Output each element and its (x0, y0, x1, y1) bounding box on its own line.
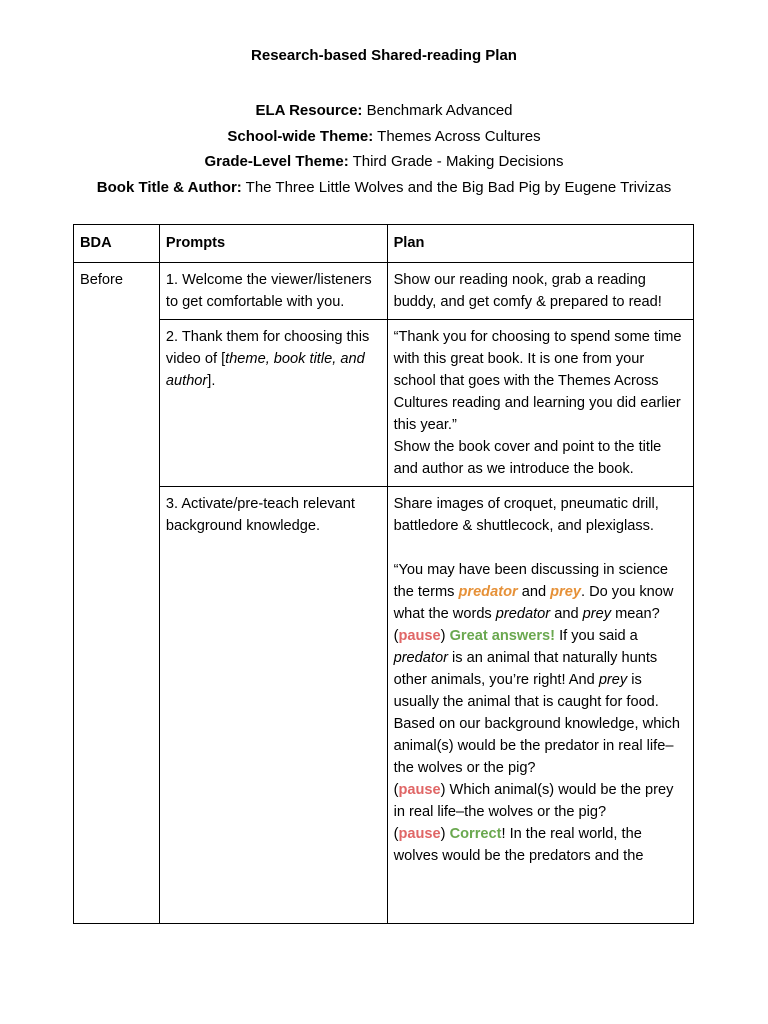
school-theme-line (0, 124, 768, 150)
header-prompts: Prompts (159, 225, 387, 263)
script-text: ) (440, 628, 450, 644)
prey-italic: prey (598, 672, 628, 688)
pause-cue: pause (398, 628, 441, 644)
school-theme-label: School-wide Theme: (227, 127, 374, 145)
plan-metadata (0, 98, 768, 200)
ela-resource-line (0, 98, 768, 124)
bda-before-cell: Before (74, 263, 160, 924)
table-row (74, 487, 694, 924)
script-text: ) (440, 826, 450, 842)
prompt-italic-text: theme, book title, and author (165, 351, 365, 389)
ela-resource-value: Benchmark Advanced (362, 102, 513, 119)
plan-cell: Show our reading nook, grab a reading buddy, and get comfy & prepared to read! (387, 263, 693, 320)
script-text: “You may have been discussing in science the terms (393, 562, 669, 600)
pause-cue: pause (398, 826, 441, 842)
document-title: Research-based Shared-reading Plan (251, 47, 517, 64)
script-text: ! In the real world, the wolves would be the predators and the (393, 826, 644, 864)
shared-reading-plan-table (73, 224, 694, 924)
script-text: If you said a (555, 628, 638, 644)
prompt-cell: 3. Activate/pre-teach relevant background knowledge. (159, 487, 387, 924)
predator-italic: predator (393, 650, 448, 666)
plan-quote: “Thank you for choosing to spend some time with this great book. It is one from your school that goes with the Themes Across Cultures reading and learning you did earlier this year.” (393, 329, 682, 433)
prompt-text: ]. (207, 373, 216, 389)
grade-theme-value: Third Grade - Making Decisions (348, 153, 564, 170)
predator-term: predator (458, 584, 518, 600)
school-theme-value: Themes Across Cultures (373, 127, 541, 145)
header-bda: BDA (74, 225, 160, 263)
prompt-cell (159, 320, 387, 487)
plan-intro: Share images of croquet, pneumatic drill, battledore & shuttlecock, and plexiglass. (393, 496, 659, 534)
ela-resource-label: ELA Resource: (255, 102, 363, 119)
book-title-line (0, 175, 768, 201)
grade-theme-label: Grade-Level Theme: (204, 153, 349, 170)
script-text: ( (393, 782, 399, 798)
table-row (74, 320, 694, 487)
script-text: is an animal that naturally hunts other animals, you’re right! And (393, 650, 658, 688)
praise-cue: Great answers! (449, 628, 556, 644)
paragraph-gap (394, 537, 687, 559)
plan-instruction: Show the book cover and point to the title and author as we introduce the book. (393, 439, 662, 477)
script-text: and (550, 606, 583, 622)
prey-italic: prey (582, 606, 612, 622)
predator-italic: predator (495, 606, 551, 622)
book-title-label: Book Title & Author: (96, 178, 242, 196)
script-text: mean? ( (393, 606, 660, 644)
grade-theme-line (0, 149, 768, 175)
prompt-cell: 1. Welcome the viewer/listeners to get comfortable with you. (159, 263, 387, 320)
plan-cell (387, 320, 693, 487)
correct-cue: Correct (449, 826, 502, 842)
plan-cell (387, 487, 693, 924)
prey-term: prey (550, 584, 581, 600)
prompt-text: 2. Thank them for choosing this video of [ (165, 329, 370, 367)
plan-script (394, 559, 687, 867)
script-text: . Do you know what the words (393, 584, 674, 622)
book-title-value: The Three Little Wolves and the Big Bad Pig by Eugene Trivizas (241, 178, 672, 196)
script-text: ( (393, 826, 399, 842)
header-plan: Plan (387, 225, 693, 263)
script-text: and (517, 584, 551, 600)
pause-cue: pause (398, 782, 441, 798)
table-row (74, 263, 694, 320)
table-header-row (74, 225, 694, 263)
script-text: is usually the animal that is caught for food. Based on our background knowledge, which animal(s) would be the predator in real life–the wolves or the pig? (393, 672, 680, 776)
script-text: ) Which animal(s) would be the prey in real life–the wolves or the pig? (393, 782, 674, 820)
